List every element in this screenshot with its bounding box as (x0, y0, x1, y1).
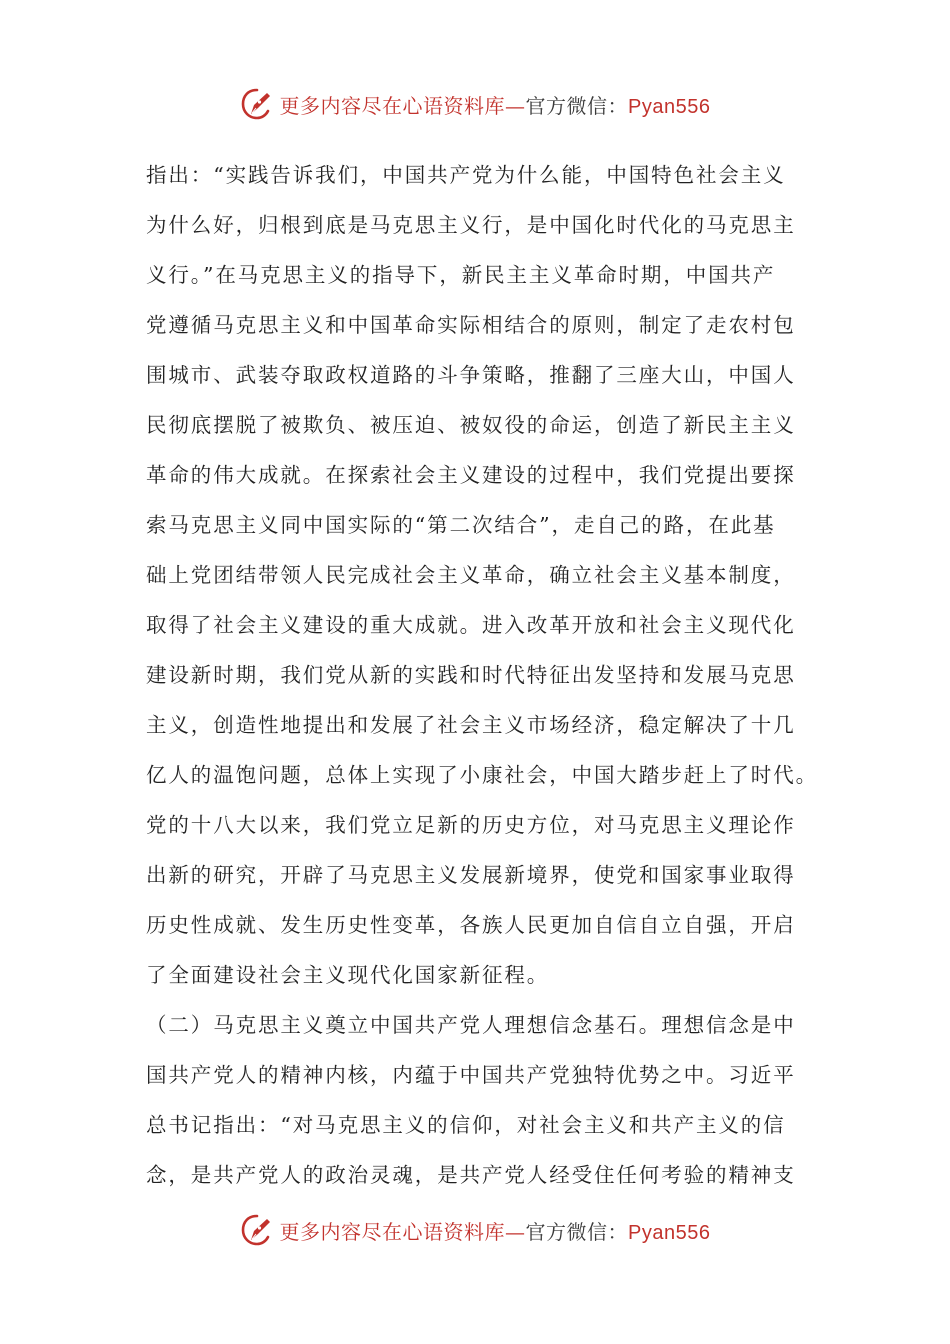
text-line-15: 出新的研究，开辟了马克思主义发展新境界，使党和国家事业取得 (146, 863, 796, 887)
header-main-text: 更多内容尽在心语资料库 (279, 93, 506, 118)
footer-banner-text (280, 1216, 711, 1245)
text-line-7: 革命的伟大成就。在探索社会主义建设的过程中，我们党提出要探 (146, 463, 796, 487)
footer-dash: — (505, 1219, 526, 1244)
text-line-21: 念，是共产党人的政治灵魂，是共产党人经受住任何考验的精神支 (146, 1163, 796, 1187)
pen-nib-logo-icon (240, 87, 274, 121)
text-line-1: 指出：“实践告诉我们，中国共产党为什么能，中国特色社会主义 (146, 163, 786, 187)
footer-main-text: 更多内容尽在心语资料库 (279, 1219, 506, 1244)
header-wechat-id: Pyan556 (628, 95, 711, 118)
document-body (146, 150, 836, 1200)
text-line-17: 了全面建设社会主义现代化国家新征程。 (146, 963, 550, 987)
text-line-18: （二）马克思主义奠立中国共产党人理想信念基石。理想信念是中 (146, 1013, 796, 1037)
text-line-16: 历史性成就、发生历史性变革，各族人民更加自信自立自强，开启 (146, 913, 796, 937)
header-dash: — (505, 93, 526, 118)
text-line-5: 围城市、武装夺取政权道路的斗争策略，推翻了三座大山，中国人 (146, 363, 796, 387)
text-line-12: 主义，创造性地提出和发展了社会主义市场经济，稳定解决了十几 (146, 713, 796, 737)
text-line-19: 国共产党人的精神内核，内蕴于中国共产党独特优势之中。习近平 (146, 1063, 796, 1087)
text-line-2: 为什么好，归根到底是马克思主义行，是中国化时代化的马克思主 (146, 213, 796, 237)
header-banner-text (280, 90, 711, 119)
header-wechat-label: 官方微信： (525, 93, 629, 118)
text-line-20: 总书记指出：“对马克思主义的信仰，对社会主义和共产主义的信 (146, 1113, 786, 1137)
text-line-9: 础上党团结带领人民完成社会主义革命，确立社会主义基本制度， (146, 563, 796, 587)
header-banner (0, 84, 950, 124)
footer-banner (0, 1210, 950, 1250)
footer-wechat-label: 官方微信： (525, 1219, 629, 1244)
pen-nib-logo-icon (240, 1213, 274, 1247)
text-line-13: 亿人的温饱问题，总体上实现了小康社会，中国大踏步赶上了时代。 (146, 763, 818, 787)
footer-wechat-id: Pyan556 (628, 1221, 711, 1244)
text-line-4: 党遵循马克思主义和中国革命实际相结合的原则，制定了走农村包 (146, 313, 796, 337)
text-line-8: 索马克思主义同中国实际的“第二次结合”，走自己的路，在此基 (146, 513, 776, 537)
text-line-14: 党的十八大以来，我们党立足新的历史方位，对马克思主义理论作 (146, 813, 796, 837)
text-line-11: 建设新时期，我们党从新的实践和时代特征出发坚持和发展马克思 (146, 663, 796, 687)
text-line-10: 取得了社会主义建设的重大成就。进入改革开放和社会主义现代化 (146, 613, 796, 637)
text-line-6: 民彻底摆脱了被欺负、被压迫、被奴役的命运，创造了新民主主义 (146, 413, 796, 437)
text-line-3: 义行。”在马克思主义的指导下，新民主主义革命时期，中国共产 (146, 263, 776, 287)
